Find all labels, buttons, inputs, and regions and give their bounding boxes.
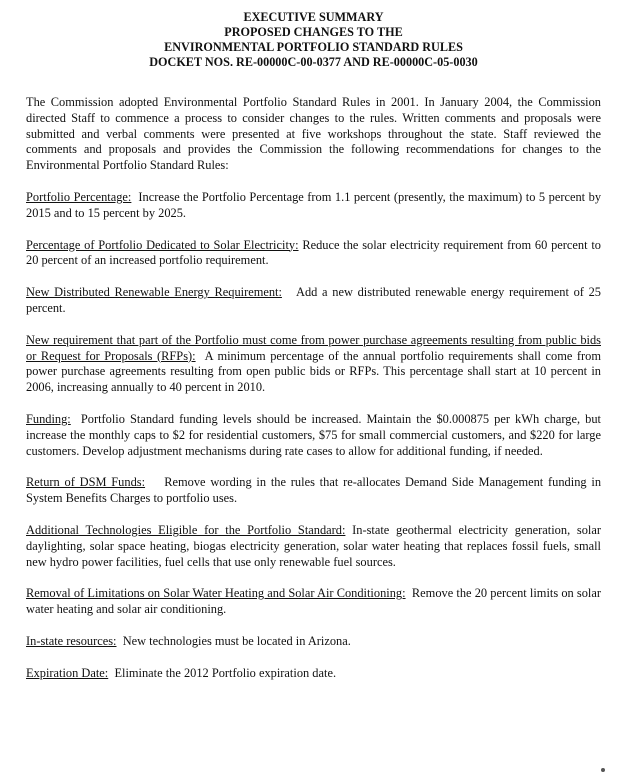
section-heading: New Distributed Renewable Energy Requirement: bbox=[26, 285, 282, 300]
section-portfolio-percentage bbox=[26, 190, 601, 222]
header-title: EXECUTIVE SUMMARY bbox=[243, 10, 384, 24]
section-in-state-resources bbox=[26, 634, 601, 650]
section-dsm-funds bbox=[26, 475, 601, 507]
section-solar-electricity bbox=[26, 238, 601, 270]
header-subtitle: PROPOSED CHANGES TO THE bbox=[224, 25, 403, 39]
section-body: In-state geothermal electricity generation, solar daylighting, solar space heating, biogas electricity generation, solar water heating that replaces fossil fuels, small new hydro power facilities, fuel cells that use only renewable fuel sources. bbox=[26, 522, 601, 569]
section-heading: Funding: bbox=[26, 411, 71, 426]
section-power-purchase bbox=[26, 333, 601, 396]
section-solar-limitations bbox=[26, 586, 601, 618]
section-body: New technologies must be located in Arizona. bbox=[122, 633, 351, 648]
document-header bbox=[26, 10, 601, 70]
section-body: Increase the Portfolio Percentage from 1.1 percent (presently, the maximum) to 5 percent by 2015 and to 15 percent by 2025. bbox=[26, 189, 602, 220]
scan-dot-mark bbox=[601, 768, 605, 772]
intro-paragraph: The Commission adopted Environmental Portfolio Standard Rules in 2001. In January 2004, the Commission directed Staff to commence a process to consider changes to the rules. Written comments and proposals were submitted and verbal comments were presented at five workshops throughout the state. Staff reviewed the comments and proposals and provides the Commission the following recommendations for changes to the Environmental Portfolio Standard Rules: bbox=[26, 95, 601, 173]
section-heading: Expiration Date: bbox=[26, 665, 109, 680]
header-rules-name: ENVIRONMENTAL PORTFOLIO STANDARD RULES bbox=[164, 40, 463, 54]
section-body: Portfolio Standard funding levels should be increased. Maintain the $0.000875 per kWh charge, but increase the monthly caps to $2 for residential customers, $75 for small commercial customers, and $220 for large customers. Develop adjustment mechanisms during rate cases to allow for additional funding, if needed. bbox=[26, 411, 601, 458]
section-additional-technologies bbox=[26, 523, 601, 570]
header-docket-numbers: DOCKET NOS. RE-00000C-00-0377 AND RE-00000C-05-0030 bbox=[149, 55, 478, 69]
section-body: Remove wording in the rules that re-allocates Demand Side Management funding in System Benefits Charges to portfolio uses. bbox=[26, 475, 602, 506]
section-heading: Portfolio Percentage: bbox=[26, 189, 132, 204]
section-body: Reduce the solar electricity requirement from 60 percent to 20 percent of an increased portfolio requirement. bbox=[26, 237, 601, 268]
section-heading: Return of DSM Funds: bbox=[26, 475, 146, 490]
section-funding bbox=[26, 412, 601, 459]
section-expiration-date bbox=[26, 666, 601, 682]
section-body: Eliminate the 2012 Portfolio expiration date. bbox=[114, 665, 337, 680]
section-heading: New requirement that part of the Portfolio must come from power purchase agreements resulting from public bids or Request for Proposals (RFPs): bbox=[26, 332, 601, 363]
section-heading: Removal of Limitations on Solar Water Heating and Solar Air Conditioning: bbox=[26, 586, 406, 601]
section-body: A minimum percentage of the annual portfolio requirements shall come from power purchase agreements resulting from open public bids or RFPs. This percentage shall start at 10 percent in 2006, increasing annually to 40 percent in 2010. bbox=[26, 348, 601, 395]
section-heading: In-state resources: bbox=[26, 633, 117, 648]
section-heading: Percentage of Portfolio Dedicated to Solar Electricity: bbox=[26, 237, 299, 252]
section-body: Add a new distributed renewable energy requirement of 25 percent. bbox=[26, 285, 601, 315]
section-body: Remove the 20 percent limits on solar water heating and solar air conditioning. bbox=[26, 586, 601, 617]
section-distributed-renewable bbox=[26, 285, 601, 317]
section-heading: Additional Technologies Eligible for the Portfolio Standard: bbox=[26, 522, 346, 537]
